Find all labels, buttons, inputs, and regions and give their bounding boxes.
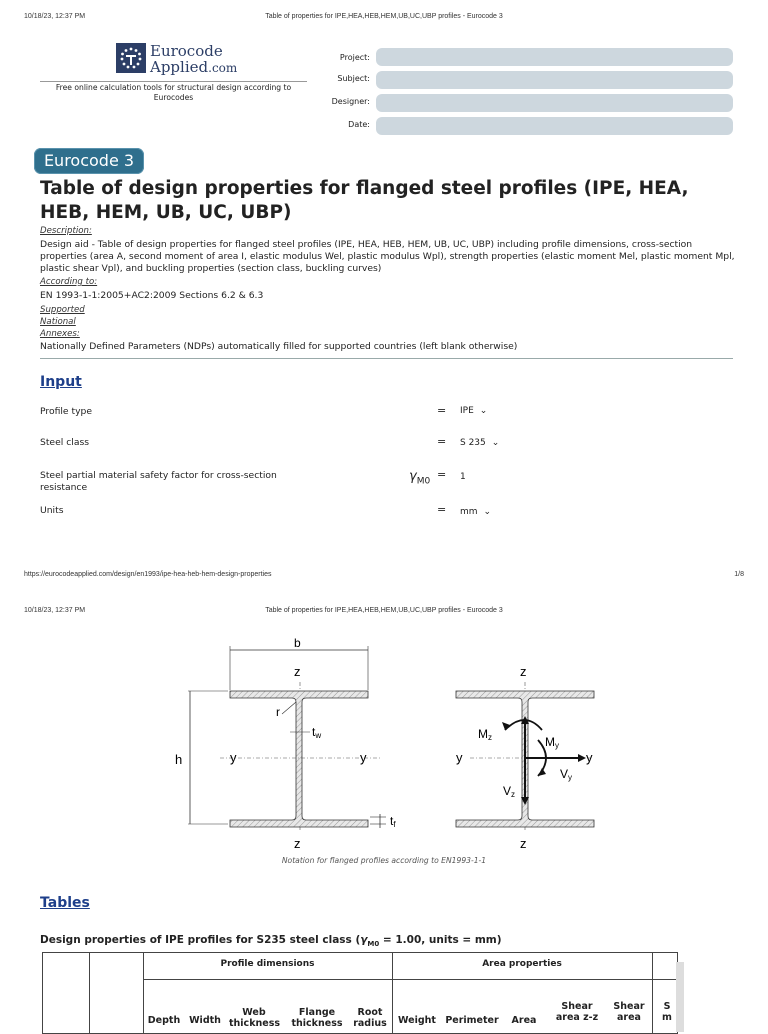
equals-sign: = bbox=[437, 468, 447, 481]
svg-text:Mz bbox=[478, 727, 492, 742]
print-url: https://eurocodeapplied.com/design/en1993/ipe-hea-heb-hem-design-properties bbox=[24, 571, 272, 578]
tagline: Free online calculation tools for structural design according to Eurocodes bbox=[55, 83, 292, 102]
date-field[interactable] bbox=[376, 117, 733, 135]
input-heading: Input bbox=[40, 374, 82, 390]
eurocode-badge: Eurocode 3 bbox=[34, 148, 144, 174]
project-label: Project: bbox=[339, 53, 370, 62]
annexes-label-3: Annexes: bbox=[40, 329, 80, 339]
label-my: M bbox=[545, 735, 555, 749]
annexes-label-1: Supported bbox=[40, 305, 85, 315]
label-mz-sub: z bbox=[488, 733, 492, 742]
svg-text:tf bbox=[390, 814, 396, 829]
print-title: Table of properties for IPE,HEA,HEB,HEM,UB,UC,UBP profiles - Eurocode 3 bbox=[265, 607, 503, 614]
label-z-bottom: z bbox=[294, 836, 301, 851]
label-vz-sub: z bbox=[511, 790, 516, 799]
col-header-shear-area-zz: Shear area z-z bbox=[555, 1001, 599, 1023]
subject-label: Subject: bbox=[337, 74, 370, 83]
chevron-down-icon: ⌄ bbox=[483, 507, 492, 517]
label-tf: t bbox=[390, 814, 394, 828]
description-label: Description: bbox=[40, 226, 92, 236]
annexes-label-2: National bbox=[40, 317, 76, 327]
flanged-profile-diagram bbox=[160, 632, 610, 854]
label-y-right: y bbox=[586, 750, 593, 765]
equals-sign: = bbox=[437, 503, 447, 516]
tables-heading: Tables bbox=[40, 895, 90, 911]
eurocode-applied-logo[interactable] bbox=[116, 42, 296, 78]
units-label: Units bbox=[40, 505, 64, 516]
table-title: Design properties of IPE profiles for S235 steel class ($\gamma_{M0} = 1.00$, units = mm) bbox=[40, 934, 502, 949]
according-text: EN 1993-1-1:2005+AC2:2009 Sections 6.2 & 6.3 bbox=[40, 290, 264, 301]
subject-field[interactable] bbox=[376, 71, 733, 89]
date-label: Date: bbox=[348, 120, 370, 129]
chevron-down-icon: ⌄ bbox=[491, 438, 500, 448]
profile-type-label: Profile type bbox=[40, 406, 93, 417]
label-my-sub: y bbox=[555, 741, 559, 750]
safety-factor-label: Steel partial material safety factor for cross-section resistance bbox=[40, 470, 277, 493]
label-y-left: y bbox=[456, 750, 463, 765]
col-header-truncated: S m bbox=[662, 1001, 672, 1023]
profile-type-select[interactable]: IPE ⌄ bbox=[460, 406, 488, 416]
equals-sign: = bbox=[437, 404, 447, 417]
col-header-root-radius: Root radius bbox=[353, 1007, 387, 1029]
gamma-m0-symbol: $\gamma_{M0}$ bbox=[409, 469, 431, 487]
equals-sign: = bbox=[437, 435, 447, 448]
designer-label: Designer: bbox=[331, 97, 370, 106]
label-vy-sub: y bbox=[568, 773, 573, 782]
label-y-right: y bbox=[360, 750, 367, 765]
print-datetime: 10/18/23, 12:37 PM bbox=[24, 607, 86, 614]
col-header-depth: Depth bbox=[147, 1015, 181, 1026]
project-field[interactable] bbox=[376, 48, 733, 66]
table-scrollbar[interactable] bbox=[676, 962, 684, 1032]
label-tf-sub: f bbox=[393, 820, 396, 829]
label-z-bottom: z bbox=[520, 836, 527, 851]
svg-text:tw bbox=[312, 725, 321, 740]
group-header-dimensions: Profile dimensions bbox=[220, 959, 315, 969]
designer-field[interactable] bbox=[376, 94, 733, 112]
steel-class-label: Steel class bbox=[40, 437, 90, 448]
label-h: h bbox=[175, 752, 183, 767]
print-datetime: 10/18/23, 12:37 PM bbox=[24, 13, 86, 20]
profile-dimensions-figure bbox=[175, 636, 396, 851]
annexes-text: Nationally Defined Parameters (NDPs) automatically filled for supported countries (left blank otherwise) bbox=[40, 341, 518, 352]
col-header-area: Area bbox=[511, 1015, 537, 1026]
col-header-width: Width bbox=[189, 1015, 221, 1026]
profile-forces-figure bbox=[456, 664, 594, 851]
description-text: Design aid - Table of design properties for flanged steel profiles (IPE, HEA, HEB, HEM, UB, UC, UBP) including profile dimensions, cross-section properties (area A, second moment of area I, elastic modulus Wel, plastic modulus Wpl), strength properties (elastic moment Mel, plastic moment Mpl, plastic shear Vpl), and buckling properties (section class, buckling curves) bbox=[40, 239, 735, 274]
safety-factor-input[interactable]: 1 bbox=[460, 472, 466, 482]
col-header-weight: Weight bbox=[398, 1015, 436, 1026]
ipe-properties-table bbox=[42, 952, 678, 1034]
units-select[interactable]: mm ⌄ bbox=[460, 507, 492, 517]
print-page-number: 1/8 bbox=[734, 571, 744, 578]
page-title: Table of design properties for flanged steel profiles (IPE, HEA, HEB, HEM, UB, UC, UBP) bbox=[40, 178, 689, 223]
steel-class-select[interactable]: S 235 ⌄ bbox=[460, 438, 500, 448]
label-y-left: y bbox=[230, 750, 237, 765]
according-label: According to: bbox=[40, 277, 98, 287]
section-divider bbox=[40, 358, 733, 359]
col-header-web-thickness: Web thickness bbox=[229, 1007, 281, 1029]
logo-line2: Applied.com bbox=[150, 58, 238, 76]
col-header-perimeter: Perimeter bbox=[445, 1015, 499, 1026]
chevron-down-icon: ⌄ bbox=[479, 406, 488, 416]
label-tw-sub: w bbox=[315, 731, 322, 740]
diagram-caption: Notation for flanged profiles according to EN1993-1-1 bbox=[281, 856, 487, 865]
label-vz: V bbox=[503, 784, 512, 798]
label-tw: t bbox=[312, 725, 316, 739]
logo-line1: Eurocode bbox=[150, 42, 223, 60]
label-z-top: z bbox=[520, 664, 527, 679]
label-z-top: z bbox=[294, 664, 301, 679]
label-mz: M bbox=[478, 727, 488, 741]
print-title: Table of properties for IPE,HEA,HEB,HEM,UB,UC,UBP profiles - Eurocode 3 bbox=[265, 13, 503, 20]
logo-mark-icon bbox=[116, 43, 146, 73]
svg-text:Vy bbox=[560, 767, 572, 782]
col-header-flange-thickness: Flange thickness bbox=[291, 1007, 343, 1029]
logo-divider bbox=[40, 81, 307, 82]
col-header-shear-area: Shear area bbox=[613, 1001, 645, 1023]
label-r: r bbox=[276, 705, 280, 719]
svg-text:Vz bbox=[503, 784, 515, 799]
group-header-area: Area properties bbox=[482, 959, 562, 969]
label-vy: V bbox=[560, 767, 569, 781]
label-b: b bbox=[294, 636, 301, 650]
svg-text:My bbox=[545, 735, 559, 750]
